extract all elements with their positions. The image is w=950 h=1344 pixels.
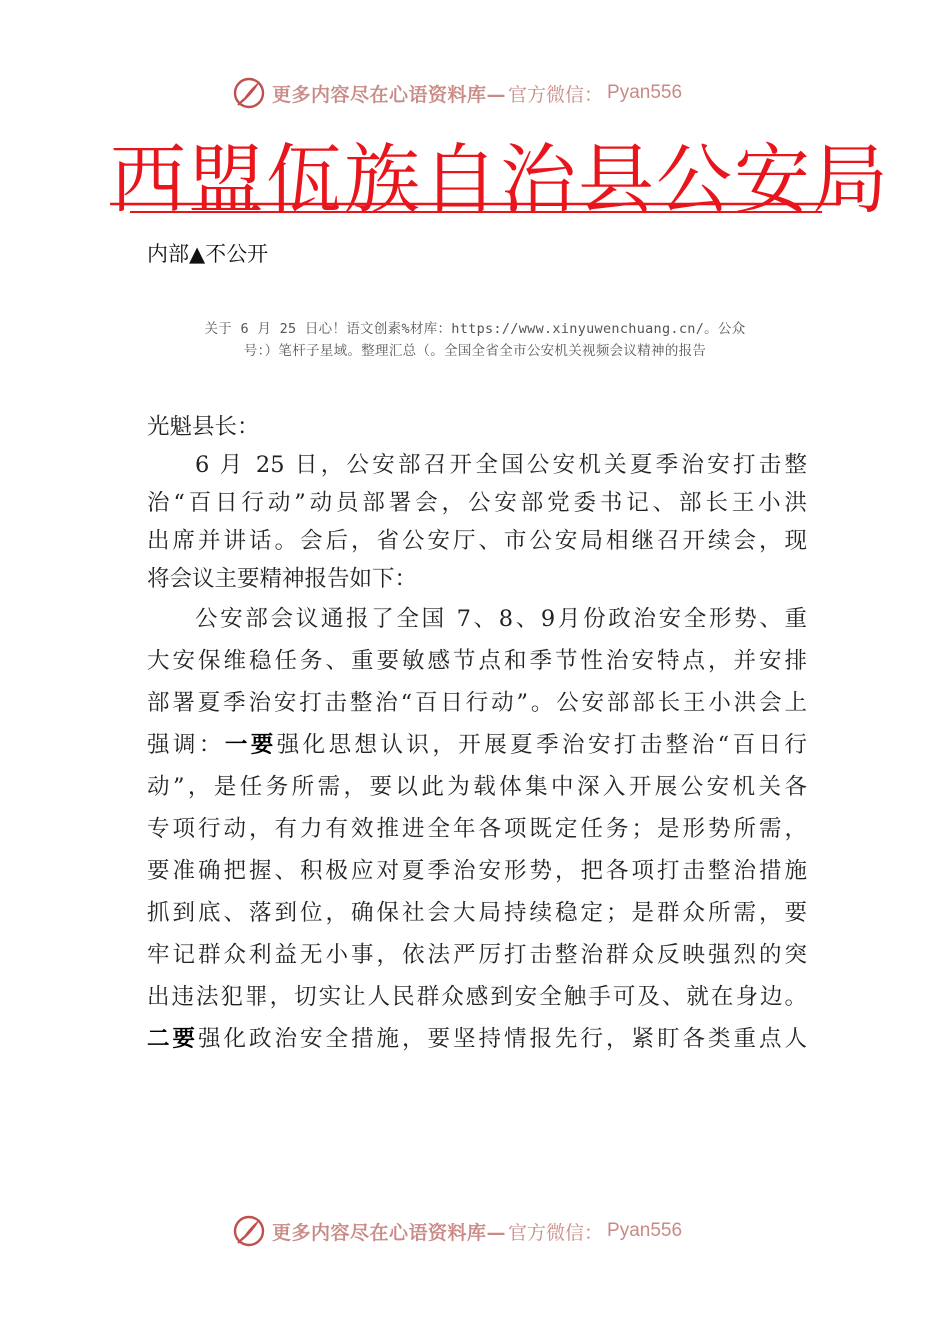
body-line: 大安保维稳任务、重要敏感节点和季节性治安特点，并安排: [147, 648, 807, 674]
body-line-emphasis-2: [147, 1018, 807, 1060]
watermark-top: [232, 76, 682, 110]
body-line: 公安部会议通报了全国 7、8、9月份政治安全形势、重: [195, 606, 807, 632]
body-line: 牢记群众利益无小事，依法严厉打击整治群众反映强烈的突: [147, 942, 807, 968]
watermark-wechat-id: Pyan556: [607, 82, 683, 103]
watermark-main-text: 更多内容尽在心语资料库—: [272, 83, 507, 106]
body-line: 出席并讲话。会后，省公安厅、市公安局相继召开续会，现: [147, 528, 807, 554]
body-line: 部署夏季治安打击整治“百日行动”。公安部部长王小洪会上: [147, 690, 807, 716]
subject-line-1: 关于 6 月 25 日心！语文创素%材库：https://www.xinyuwenchuang.cn/。公众: [204, 321, 746, 337]
body-text-run: 强化思想认识，开展夏季治安打击整治“百日行: [276, 732, 807, 758]
watermark-label: 官方微信：: [508, 83, 604, 106]
subject-line-2: 号：）笔杆子星域。整理汇总（。全国全省全市公安机关视频会议精神的报告: [243, 343, 707, 359]
body-line: 6 月 25 日，公安部召开全国公安机关夏季治安打击整: [195, 452, 807, 478]
body-text-run: 强调：: [147, 732, 225, 758]
body-line: 将会议主要精神报告如下：: [147, 566, 418, 592]
watermark-wechat-id: Pyan556: [607, 1220, 683, 1241]
emphasis-first-point: 一要: [224, 732, 277, 758]
emphasis-second-point: 二要: [147, 1026, 198, 1052]
body-line: 专项行动，有力有效推进全年各项既定任务；是形势所需，: [147, 816, 807, 842]
headline-red-rules: [110, 134, 890, 230]
red-quill-logo-icon: [232, 1214, 266, 1248]
body-line-emphasis-1: [147, 724, 807, 766]
salutation: 光魁县长：: [147, 414, 260, 440]
watermark-main-text: 更多内容尽在心语资料库—: [272, 1221, 507, 1244]
body-text-run: 强化政治安全措施，要坚持情报先行，紧盯各类重点人: [198, 1026, 807, 1052]
classification-label: 内部▲不公开: [147, 242, 269, 266]
document-subject: [150, 318, 800, 362]
body-line: 要准确把握、积极应对夏季治安形势，把各项打击整治措施: [147, 858, 807, 884]
body-line: 出违法犯罪，切实让人民群众感到安全触手可及、就在身边。: [147, 984, 807, 1010]
watermark-bottom: [232, 1214, 682, 1248]
agency-headline: [110, 134, 890, 230]
body-line: 治“百日行动”动员部署会，公安部党委书记、部长王小洪: [147, 490, 807, 516]
document-body: [147, 408, 807, 1060]
watermark-label: 官方微信：: [508, 1221, 604, 1244]
body-line: 动”，是任务所需，要以此为载体集中深入开展公安机关各: [147, 774, 807, 800]
body-line: 抓到底、落到位，确保社会大局持续稳定；是群众所需，要: [147, 900, 807, 926]
agency-title: 西盟佤族自治县公安局: [110, 135, 890, 224]
red-quill-logo-icon: [232, 76, 266, 110]
